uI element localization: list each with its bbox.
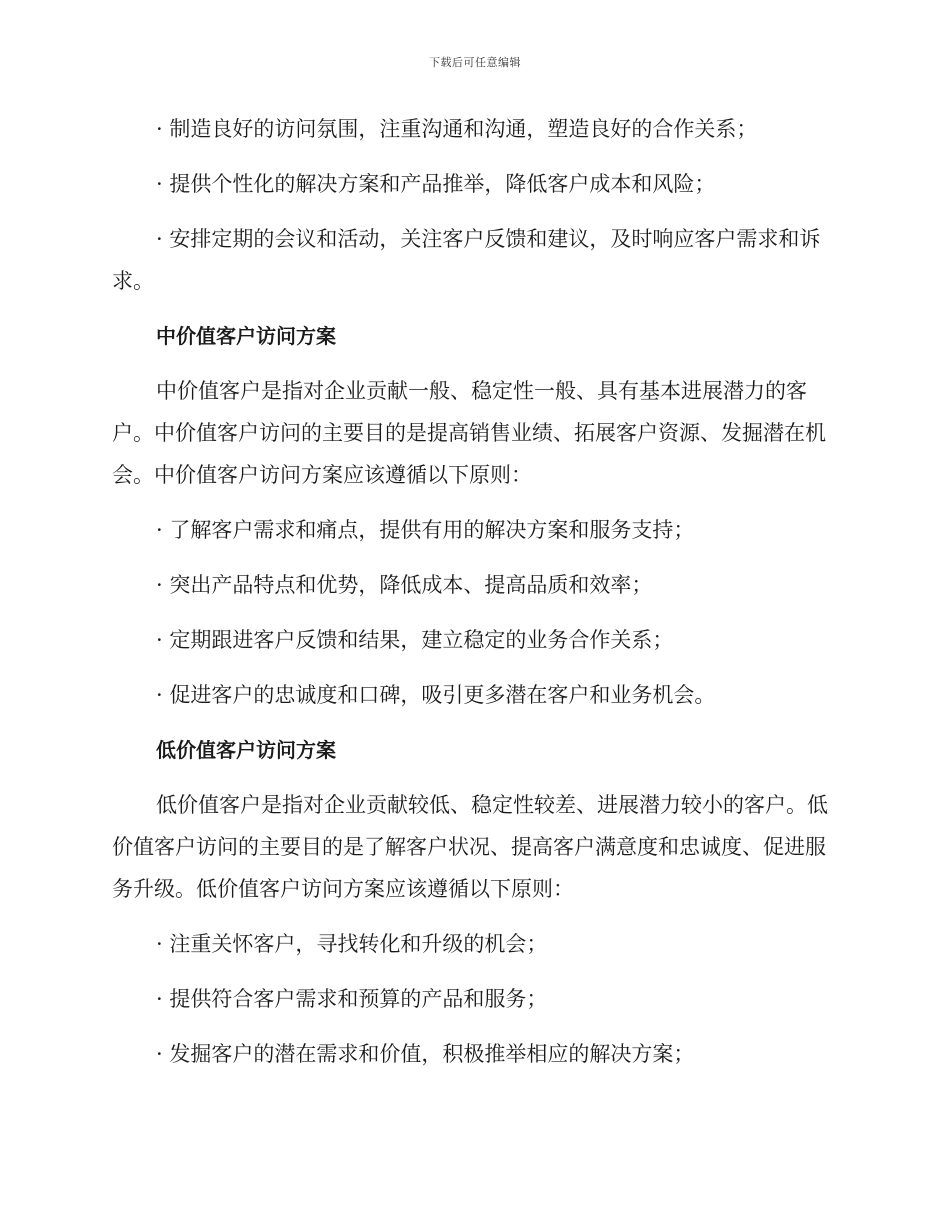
page-header: 下载后可任意编辑 (429, 56, 521, 69)
intro-bullet-3: · 安排定期的会议和活动，关注客户反馈和建议，及时响应客户需求和诉求。 (112, 227, 821, 293)
intro-bullet-2: · 提供个性化的解决方案和产品推举，降低客户成本和风险； (156, 172, 716, 196)
mid-value-bullet-1: · 了解客户需求和痛点，提供有用的解决方案和服务支持； (156, 518, 695, 542)
mid-value-bullet-2: · 突出产品特点和优势，降低成本、提高品质和效率； (156, 573, 653, 597)
mid-value-bullet-3: · 定期跟进客户反馈和结果，建立稳定的业务合作关系； (156, 628, 674, 652)
low-value-bullet-2: · 提供符合客户需求和预算的产品和服务； (156, 987, 548, 1011)
low-value-heading: 低价值客户访问方案 (156, 738, 336, 762)
document-body (112, 108, 834, 1088)
mid-value-paragraph: 中价值客户是指对企业贡献一般、稳定性一般、具有基本进展潜力的客户。中价值客户访问的主要目的是提高销售业绩、拓展客户资源、发掘潜在机会。中价值客户访问方案应该遵循以下原则： (112, 379, 826, 487)
low-value-bullet-1: · 注重关怀客户，寻找转化和升级的机会； (156, 932, 548, 956)
mid-value-heading: 中价值客户访问方案 (156, 324, 336, 348)
mid-value-bullet-4: · 促进客户的忠诚度和口碑，吸引更多潜在客户和业务机会。 (156, 683, 716, 707)
low-value-bullet-3: · 发掘客户的潜在需求和价值，积极推举相应的解决方案； (156, 1042, 695, 1066)
intro-bullet-1: · 制造良好的访问氛围，注重沟通和沟通，塑造良好的合作关系； (156, 117, 758, 141)
low-value-paragraph: 低价值客户是指对企业贡献较低、稳定性较差、进展潜力较小的客户。低价值客户访问的主要目的是了解客户状况、提高客户满意度和忠诚度、促进服务升级。低价值客户访问方案应该遵循以下原则： (112, 793, 828, 901)
